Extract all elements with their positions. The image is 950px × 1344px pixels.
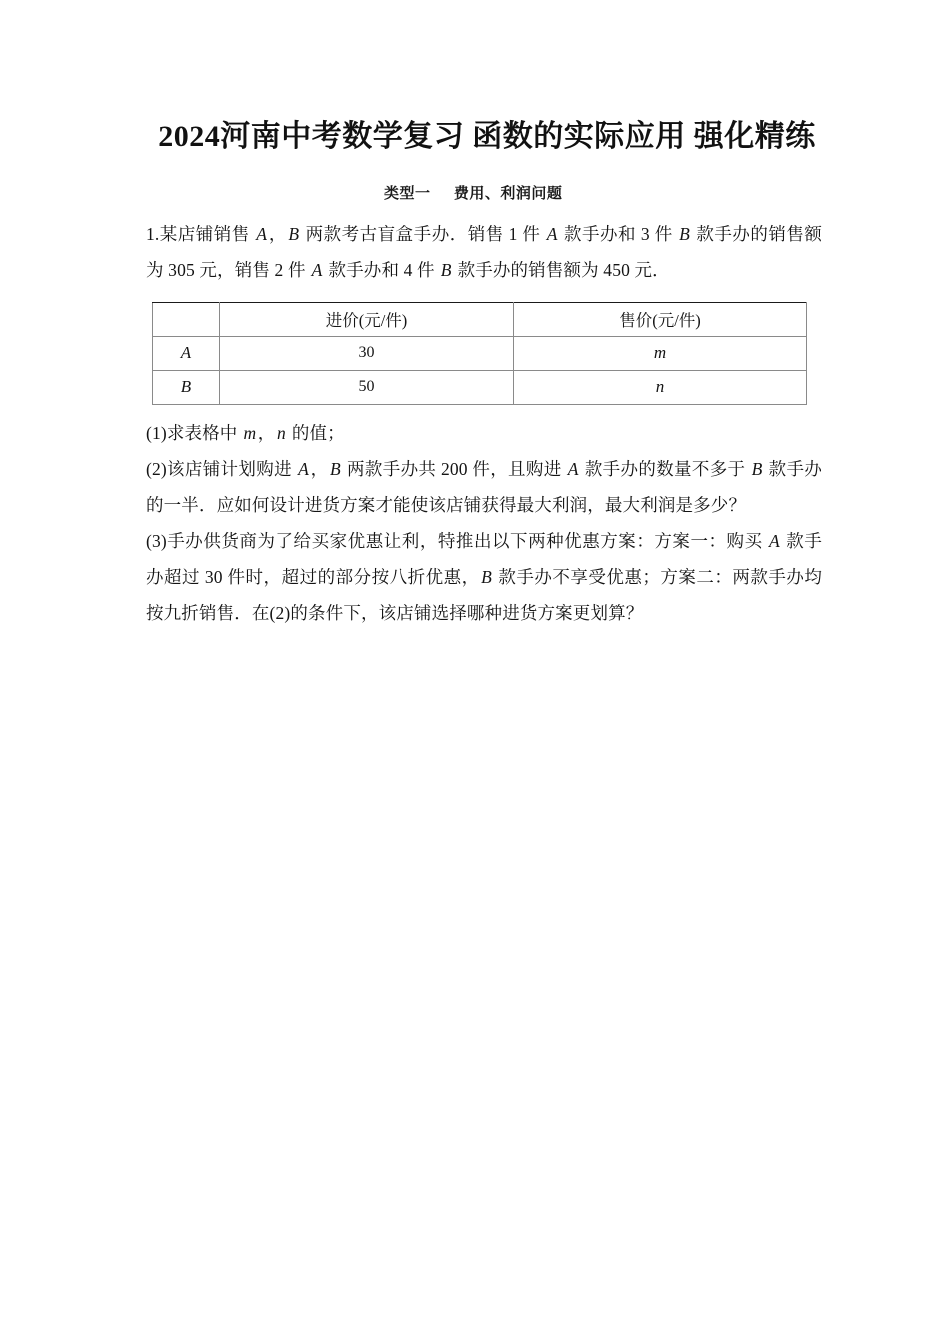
problem-stem: 1.某店铺销售 A，B 两款考古盲盒手办．销售 1 件 A 款手办和 3 件 B 款手办的销售额为 305 元，销售 2 件 A 款手办和 4 件 B 款手办的销售额为 450 元．: [146, 223, 823, 280]
table-header-cost: 进价(元/件): [220, 302, 514, 336]
row-cost-a: 30: [220, 336, 514, 370]
table-header-row: [153, 302, 807, 336]
row-sell-b: n: [514, 370, 807, 404]
section-topic-label: 费用、利润问题: [453, 184, 563, 202]
table-row: [153, 370, 807, 404]
table-row: [153, 336, 807, 370]
question-1: (1)求表格中 m，n 的值；: [146, 422, 345, 443]
question-3: (3)手办供货商为了给买家优惠让利，特推出以下两种优惠方案：方案一：购买 A 款手办超过 30 件时，超过的部分按八折优惠，B 款手办不享受优惠；方案二：两款手办均按九折销售．在(2)的条件下，该店铺选择哪种进货方案更划算？: [146, 530, 822, 623]
row-sell-a: m: [514, 336, 807, 370]
row-label-b: B: [153, 370, 220, 404]
table-header-corner: [153, 302, 220, 336]
row-label-a: A: [153, 336, 220, 370]
page-title: 2024河南中考数学复习 函数的实际应用 强化精练: [158, 120, 816, 153]
question-2: (2)该店铺计划购进 A，B 两款手办共 200 件，且购进 A 款手办的数量不多于 B 款手办的一半．应如何设计进货方案才能使该店铺获得最大利润，最大利润是多少？: [146, 458, 822, 515]
section-heading: [146, 182, 822, 203]
section-type-label: 类型一: [384, 184, 431, 202]
table-header-sell: 售价(元/件): [514, 302, 807, 336]
price-table-container: [152, 302, 803, 405]
price-table: [152, 302, 807, 405]
row-cost-b: 50: [220, 370, 514, 404]
document-content: [146, 118, 822, 631]
